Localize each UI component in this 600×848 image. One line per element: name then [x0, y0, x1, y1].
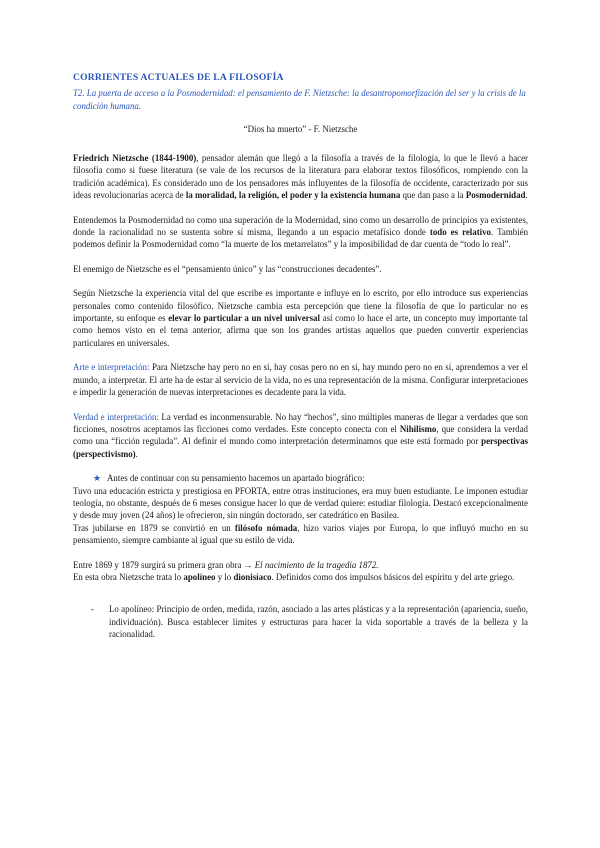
text-run: Según Nietzsche la experiencia vital del que escribe es importante e influye en lo escrito, por ello introduce sus experiencias personales como contenido filosófico. Nietzsche cambia esta percepción que tiene la filosofía de que lo particular no es importante, su enfoque es [73, 288, 528, 324]
text-run: . Definidos como dos impulsos básicos del espíritu y del arte griego. [271, 571, 515, 582]
bold-run: Posmodernidad [465, 190, 526, 201]
paragraph-enemigo [73, 263, 528, 275]
text-run: que dan paso a la [400, 190, 466, 201]
text-run: así como lo hace el arte, un concepto muy importante tal como hemos visto en el tema anterior, afirma que son los grandes artistas aquellos que pueden convertir experiencias particulares en universales. [73, 313, 528, 348]
text-run: Lo apolíneo: Principio de orden, medida, razón, asociado a las artes plásticas y a la representación (apariencia, sueño, individuación). Busca establecer límites y estructuras para hacer la vida soportable a través de la belleza y la racionalidad. [109, 604, 528, 640]
paragraph-arte [73, 361, 528, 398]
text-run: La verdad es inconmensurable. No hay “hechos”, sino múltiples maneras de llegar a verdades que son ficciones, nosotros aceptamos las ficciones como verdades. Este concepto conecta con el [73, 411, 528, 434]
text-run: , hizo varios viajes por Europa, lo que influyó mucho en su pensamiento, siempre cambiante al igual que su estilo de vida. [73, 522, 529, 546]
text-run: Antes de continuar con su pensamiento hacemos un apartado biográfico: [107, 473, 365, 484]
dash-bullet: - [91, 604, 94, 615]
paragraph-obra [73, 571, 528, 583]
text-run: Tras jubilarse en 1879 se convirtió en un [73, 522, 235, 533]
text-run: En esta obra Nietzsche trata lo [73, 571, 184, 582]
bold-run: Nihilismo [399, 423, 437, 434]
text-run: y lo [215, 571, 234, 582]
bold-run: todo es relativo [429, 227, 491, 238]
star-icon: ★ [92, 473, 102, 484]
text-run: Para Nietzsche hay pero no en sí, hay cosas pero no en sí, hay mundo pero no en sí, aprendemos a ver el mundo, a interpretar. El arte ha de estar al servicio de la vida, no es una representación de la misma. Configurar interpretaciones e impedir la generación de nuevas interpretaciones es decadente para la vida. [73, 362, 528, 398]
bold-run: dionisíaco [233, 571, 272, 582]
bio-heading [73, 472, 528, 484]
epigraph-quote: “Dios ha muerto” - F. Nietzsche [243, 124, 358, 134]
document-title: CORRIENTES ACTUALES DE LA FILOSOFÍA [73, 72, 284, 83]
text-run: Entre 1869 y 1879 surgirá su primera gran obra → [73, 559, 255, 570]
bold-run: la moralidad, la religión, el poder y la existencia humana [185, 190, 401, 201]
bold-run: filósofo nómada [234, 522, 298, 533]
bold-run: elevar lo particular a un nivel universal [168, 313, 320, 324]
paragraph-bio-1: Tuvo una educación estricta y prestigiosa en PFORTA, entre otras instituciones, era muy buen estudiante. Le imponen estudiar teología, no obstante, después de 6 meses consigue hacer lo que de verdad quiere: estudiar filología. Destacó excepcionalmente y desde muy joven (24 años) le ofrecieron, sin ningún doctorado, ser catedrático en Basilea. [73, 485, 528, 521]
text-run: Entendemos la Posmodernidad no como una superación de la Modernidad, sino como un desarrollo de principios ya existentes, donde la racionalidad no se sustenta sobre sí misma, llegando a un espacio metafísico donde [73, 214, 528, 238]
text-run: . [135, 448, 138, 459]
paragraph-posmodernidad [73, 214, 528, 251]
section-label: Verdad e interpretación: [73, 411, 159, 422]
paragraph-intro [73, 152, 528, 202]
author-name: Friedrich Nietzsche (1844-1900) [73, 153, 197, 163]
bold-run: perspectivas (perspectivismo) [73, 436, 528, 459]
bold-run: apolíneo [183, 571, 216, 582]
text-run: , que considera la verdad como una “ficción regulada”. Al definir el mundo como interpretación determinamos que este está formado por [73, 423, 528, 447]
text-run: . [525, 190, 528, 201]
dash-list [73, 603, 528, 640]
text-run: . También podemos definir la Posmodernidad como “la muerte de los metarrelatos” y la imposibilidad de dar cuenta de “todo lo real”. [73, 227, 529, 250]
section-label: Arte e interpretación: [73, 362, 150, 373]
paragraph-obra-line [73, 559, 528, 571]
text-run: , pensador alemán que llegó a la filosofía a través de la filología, lo que le llevó a hacer filosofía como si fuese literatura (se vale de los recursos de la literatura para elaborar textos filosóficos, rompiendo con la tradición académica). Es considerado uno de los pensadores más influyentes de la filosofía de occidente, caracterizado por sus ideas revolucionarias acerca de [73, 153, 528, 201]
paragraph-experiencia [73, 287, 528, 349]
paragraph-verdad [73, 411, 528, 461]
list-item [73, 603, 528, 640]
document-subtitle: T2. La puerta de acceso a la Posmodernidad: el pensamiento de F. Nietzsche: la desantropomorfización del ser y la crisis de la condición humana. [73, 88, 526, 111]
work-title: El nacimiento de la tragedia 1872. [254, 559, 379, 570]
text-run: El enemigo de Nietzsche es el “pensamiento único” y las “construcciones decadentes”. [73, 263, 382, 274]
paragraph-bio-2 [73, 522, 528, 547]
